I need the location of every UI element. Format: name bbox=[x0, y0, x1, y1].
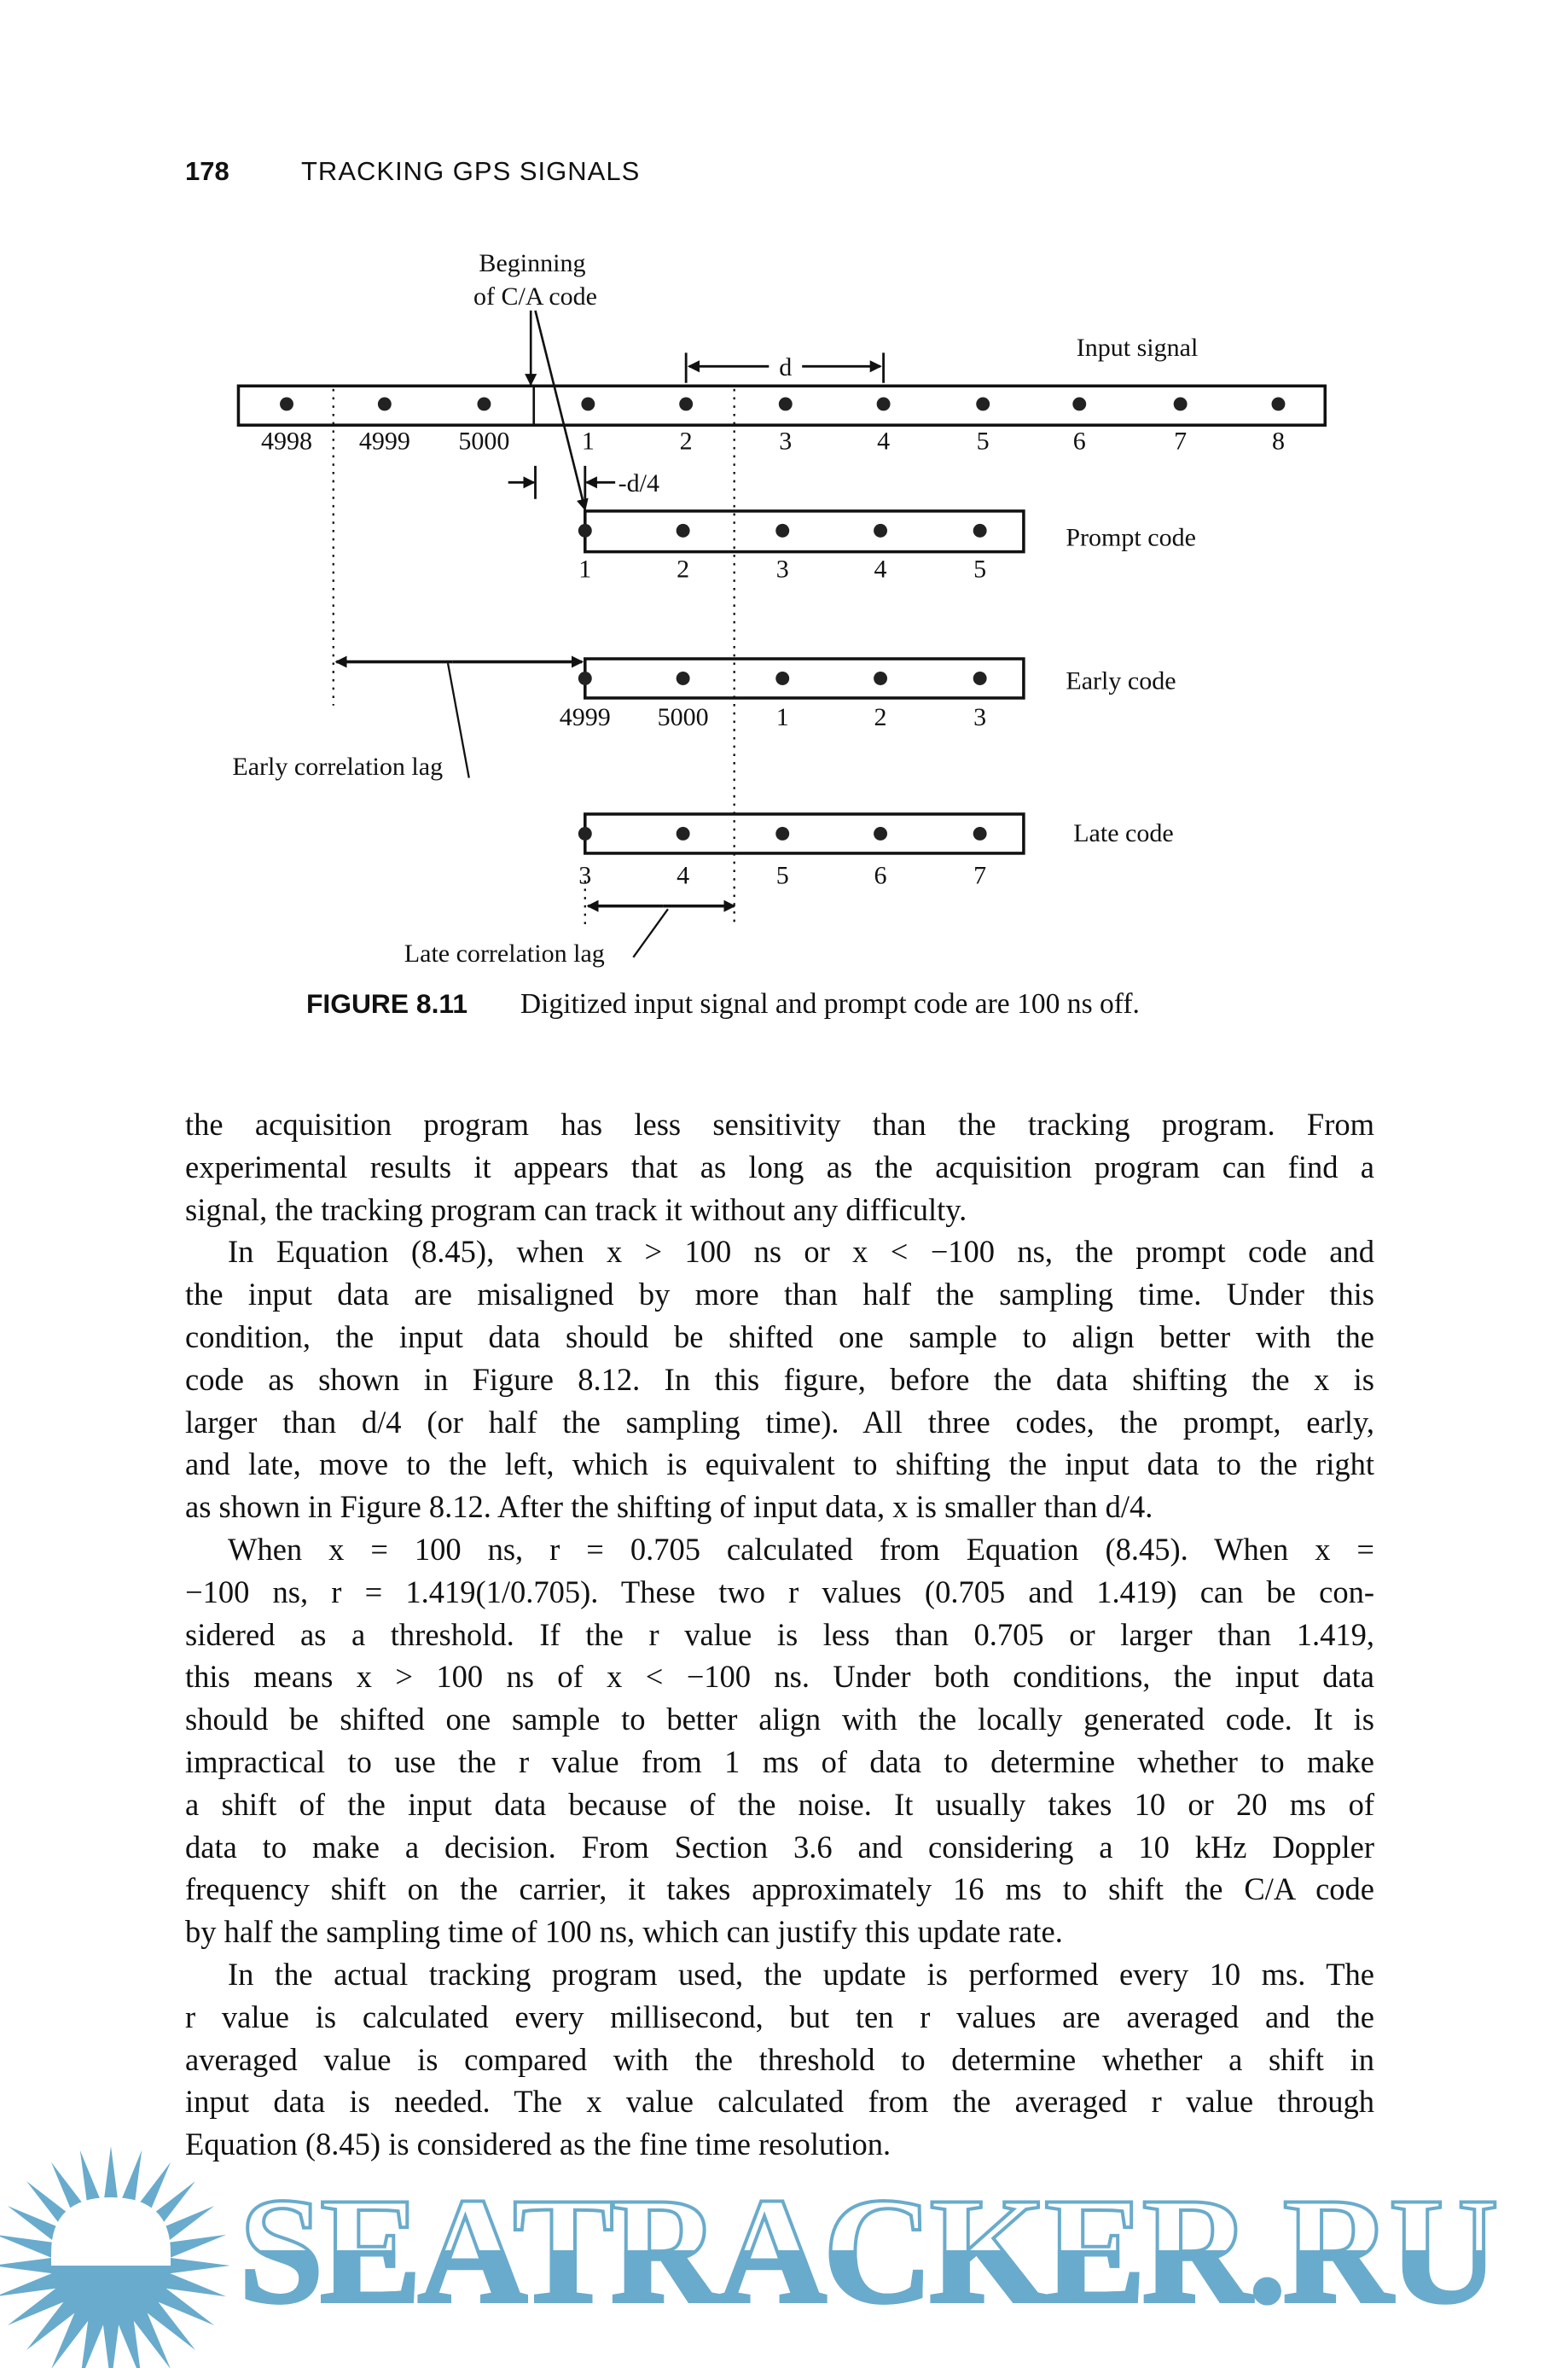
sample-label: 2 bbox=[679, 427, 693, 456]
text-line: should be shifted one sample to better align with the locally generated code. It is bbox=[185, 1702, 1374, 1737]
code-sample-label: 5 bbox=[973, 555, 987, 584]
sample-label: 5 bbox=[976, 427, 990, 456]
sample-dot bbox=[679, 398, 693, 411]
code-sample-label: 2 bbox=[874, 702, 887, 731]
sample-label: 4999 bbox=[358, 427, 410, 456]
beginning-arrows bbox=[531, 311, 585, 509]
text-line: frequency shift on the carrier, it takes approximately 16 ms to shift the C/A code bbox=[185, 1871, 1374, 1907]
code-sample-label: 3 bbox=[973, 702, 987, 731]
text-line: condition, the input data should be shifted one sample to align better with the bbox=[185, 1318, 1374, 1354]
code-dot bbox=[973, 672, 987, 685]
sample-dot bbox=[477, 398, 491, 411]
sample-dot bbox=[1272, 398, 1286, 411]
code-sample-label: 3 bbox=[578, 861, 592, 890]
d4-dimension bbox=[508, 466, 615, 499]
prompt-code-box bbox=[585, 511, 1024, 552]
sample-label: 4 bbox=[877, 427, 891, 456]
sample-label: 5000 bbox=[458, 427, 510, 456]
text-line: by half the sampling time of 100 ns, which can justify this update rate. bbox=[185, 1914, 1063, 1950]
sample-label: 7 bbox=[1174, 427, 1188, 456]
code-dot bbox=[775, 524, 789, 538]
sample-label: 1 bbox=[581, 427, 595, 456]
text-line: code as shown in Figure 8.12. In this figure, before the data shifting the x is bbox=[185, 1361, 1374, 1397]
text-line: input data is needed. The x value calculated from the averaged r value through bbox=[185, 2084, 1374, 2120]
late-code-label: Late code bbox=[1073, 818, 1174, 847]
figure-caption-text: Digitized input signal and prompt code are 100 ns off. bbox=[520, 988, 1140, 1021]
code-dot bbox=[874, 672, 887, 685]
code-sample-label: 4 bbox=[677, 861, 690, 890]
code-sample-label: 6 bbox=[874, 861, 887, 890]
text-line: a shift of the input data because of the noise. It usually takes 10 or 20 ms of bbox=[185, 1786, 1374, 1822]
text-line: When x = 100 ns, r = 0.705 calculated from Equation (8.45). When x = bbox=[228, 1531, 1374, 1567]
early-code-label: Early code bbox=[1066, 666, 1176, 695]
sample-dot bbox=[1174, 398, 1188, 411]
late-lag-label: Late correlation lag bbox=[404, 940, 605, 969]
body-text bbox=[185, 1103, 1374, 2166]
code-dot bbox=[578, 524, 592, 538]
text-line: this means x > 100 ns of x < −100 ns. Under both conditions, the input data bbox=[185, 1659, 1374, 1695]
code-dot bbox=[973, 827, 987, 841]
text-line: In Equation (8.45), when x > 100 ns or x < −100 ns, the prompt code and bbox=[228, 1234, 1374, 1270]
code-dot bbox=[775, 827, 789, 841]
watermark-text: SEATRACKER.RU bbox=[239, 2166, 1495, 2335]
beginning-label-2: of C/A code bbox=[473, 282, 598, 311]
code-dot bbox=[578, 827, 592, 841]
text-line: as shown in Figure 8.12. After the shifting of input data, x is smaller than d/4. bbox=[185, 1489, 1153, 1525]
code-dot bbox=[578, 672, 592, 685]
d-label: d bbox=[779, 352, 793, 381]
code-dot bbox=[973, 524, 987, 538]
text-line: sidered as a threshold. If the r value is less than 0.705 or larger than 1.419, bbox=[185, 1616, 1374, 1652]
text-line: data to make a decision. From Section 3.6 and considering a 10 kHz Doppler bbox=[185, 1829, 1374, 1865]
sample-dot bbox=[280, 398, 293, 411]
text-line: the input data are misaligned by more than half the sampling time. Under this bbox=[185, 1277, 1374, 1312]
text-line: the acquisition program has less sensitivity than the tracking program. From bbox=[185, 1107, 1374, 1142]
sample-dot bbox=[581, 398, 595, 411]
sample-dot bbox=[976, 398, 990, 411]
code-sample-label: 5 bbox=[775, 861, 789, 890]
sample-dot bbox=[1072, 398, 1086, 411]
running-head: TRACKING GPS SIGNALS bbox=[301, 156, 641, 186]
text-line: experimental results it appears that as long as the acquisition program can find a bbox=[185, 1149, 1374, 1184]
text-line: larger than d/4 (or half the sampling time). All three codes, the prompt, early, bbox=[185, 1404, 1374, 1440]
sample-label: 4998 bbox=[260, 427, 313, 456]
sample-dot bbox=[877, 398, 891, 411]
code-sample-label: 2 bbox=[677, 555, 690, 584]
early-lag-label: Early correlation lag bbox=[232, 753, 444, 782]
input-signal-label: Input signal bbox=[1076, 333, 1199, 362]
code-sample-label: 4999 bbox=[559, 702, 611, 731]
code-sample-label: 1 bbox=[578, 555, 592, 584]
code-sample-label: 3 bbox=[775, 555, 789, 584]
sample-label: 3 bbox=[779, 427, 793, 456]
sample-label: 8 bbox=[1271, 427, 1285, 456]
text-line: Equation (8.45) is considered as the fine time resolution. bbox=[185, 2127, 891, 2162]
code-sample-label: 7 bbox=[973, 861, 987, 890]
code-dot bbox=[874, 827, 887, 841]
sample-dot bbox=[779, 398, 793, 411]
sample-dot bbox=[378, 398, 392, 411]
text-line: r value is calculated every millisecond, but ten r values are averaged and the bbox=[185, 1999, 1374, 2034]
page-number: 178 bbox=[185, 156, 229, 186]
code-dot bbox=[677, 827, 690, 841]
early-code-box bbox=[585, 659, 1024, 698]
d4-label: -d/4 bbox=[618, 468, 660, 497]
figure-8-11 bbox=[0, 226, 1568, 1040]
text-line: −100 ns, r = 1.419(1/0.705). These two r values (0.705 and 1.419) can be con- bbox=[185, 1574, 1374, 1609]
code-sample-label: 5000 bbox=[657, 702, 709, 731]
code-dot bbox=[874, 524, 887, 538]
late-code-box bbox=[585, 814, 1024, 853]
code-dot bbox=[775, 672, 789, 685]
figure-caption-label: FIGURE 8.11 bbox=[305, 988, 468, 1020]
prompt-code-label: Prompt code bbox=[1066, 523, 1196, 552]
code-sample-label: 1 bbox=[775, 702, 789, 731]
code-sample-label: 4 bbox=[874, 555, 887, 584]
text-line: In the actual tracking program used, the update is performed every 10 ms. The bbox=[228, 1956, 1374, 1992]
text-line: impractical to use the r value from 1 ms of data to determine whether to make bbox=[185, 1743, 1374, 1779]
text-line: signal, the tracking program can track it without any difficulty. bbox=[185, 1191, 967, 1227]
text-line: and late, move to the left, which is equivalent to shifting the input data to the right bbox=[185, 1446, 1374, 1482]
code-dot bbox=[677, 672, 690, 685]
beginning-label: Beginning bbox=[479, 249, 586, 277]
text-line: averaged value is compared with the threshold to determine whether a shift in bbox=[185, 2041, 1374, 2077]
code-dot bbox=[677, 524, 690, 538]
sample-label: 6 bbox=[1072, 427, 1086, 456]
late-lag-arrow bbox=[588, 906, 734, 957]
